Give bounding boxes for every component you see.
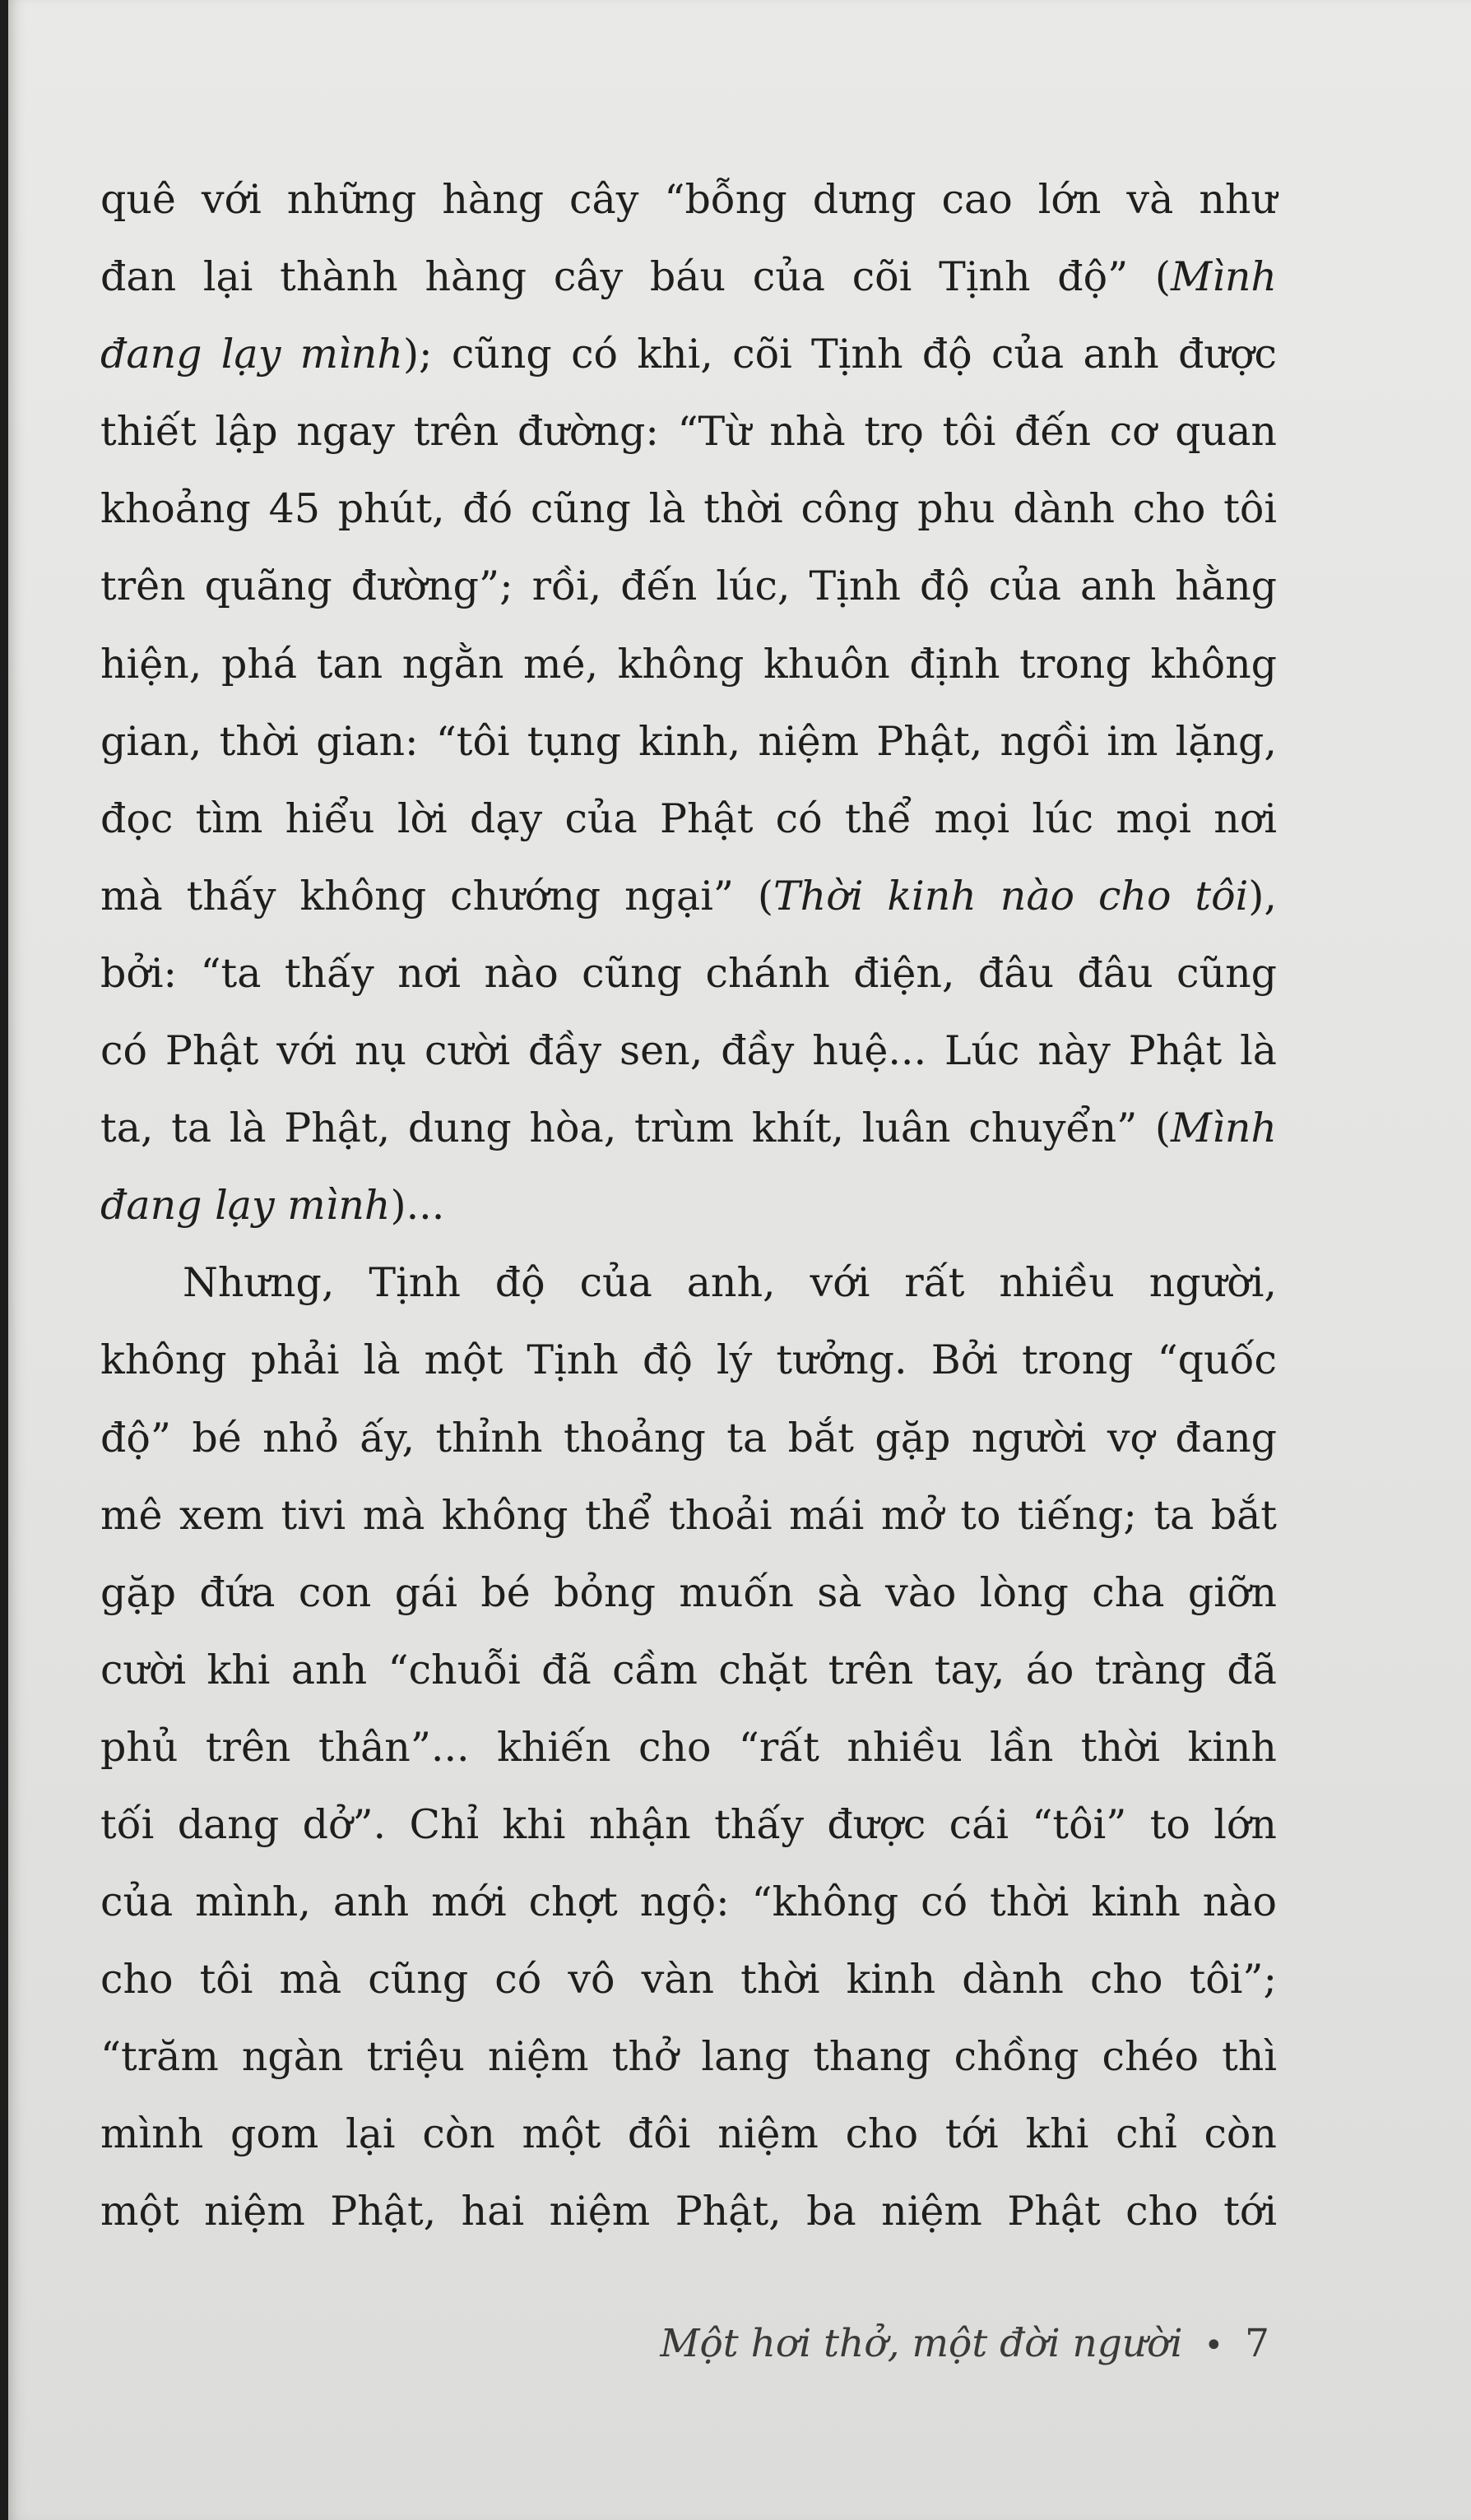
text-segment: “trăm ngàn triệu niệm thở lang thang chồng chéo thì (100, 2033, 1277, 2081)
text-line (100, 858, 1277, 935)
text-line (100, 1400, 1277, 1477)
text-line (100, 470, 1277, 548)
text-segment: ); cũng có khi, cõi Tịnh độ của anh được (402, 331, 1277, 378)
text-line (100, 316, 1277, 393)
text-segment: Nhưng, Tịnh độ của anh, với rất nhiều người, (183, 1259, 1277, 1307)
running-footer (660, 2321, 1269, 2366)
text-line (100, 1012, 1277, 1090)
running-title: Một hơi thở, một đời người (660, 2321, 1183, 2366)
text-line (100, 1786, 1277, 1864)
text-segment: mình gom lại còn một đôi niệm cho tới khi chỉ còn (100, 2110, 1277, 2158)
text-segment: độ” bé nhỏ ấy, thỉnh thoảng ta bắt gặp người vợ đang (100, 1414, 1277, 1462)
text-segment: tối dang dở”. Chỉ khi nhận thấy được cái “tôi” to lớn (100, 1800, 1277, 1848)
text-segment: đan lại thành hàng cây báu của cõi Tịnh độ” ( (100, 253, 1172, 301)
text-segment: có Phật với nụ cười đầy sen, đầy huệ... Lúc này Phật là (100, 1027, 1277, 1075)
text-segment: khoảng 45 phút, đó cũng là thời công phu dành cho tôi (100, 485, 1277, 533)
book-page (8, 0, 1471, 2520)
text-line (100, 935, 1277, 1012)
footer-separator: • (1204, 2327, 1224, 2365)
italic-title-segment: Mình (1171, 1105, 1277, 1152)
text-line (100, 1244, 1277, 1322)
text-segment: phủ trên thân”... khiến cho “rất nhiều lần thời kinh (100, 1723, 1277, 1771)
text-line (100, 2173, 1277, 2250)
text-line (100, 239, 1277, 316)
text-line (100, 1322, 1277, 1399)
italic-title-segment: Thời kinh nào cho tôi (773, 872, 1249, 920)
text-segment: của mình, anh mới chợt ngộ: “không có thời kinh nào (100, 1878, 1277, 1926)
text-line (100, 2018, 1277, 2096)
text-segment: không phải là một Tịnh độ lý tưởng. Bởi trong “quốc (100, 1336, 1277, 1384)
text-segment: ), (1248, 872, 1277, 920)
text-line (100, 2096, 1277, 2173)
text-line (100, 548, 1277, 625)
text-segment: một niệm Phật, hai niệm Phật, ba niệm Phật cho tới (100, 2188, 1277, 2235)
text-line (100, 703, 1277, 781)
body-text (100, 161, 1277, 2251)
italic-title-segment: đang lạy mình (100, 1182, 391, 1230)
text-segment: đọc tìm hiểu lời dạy của Phật có thể mọi lúc mọi nơi (100, 794, 1277, 842)
text-segment: cười khi anh “chuỗi đã cầm chặt trên tay, áo tràng đã (100, 1646, 1277, 1693)
text-line (100, 781, 1277, 858)
text-segment: thiết lập ngay trên đường: “Từ nhà trọ tôi đến cơ quan (100, 408, 1277, 456)
text-segment: gặp đứa con gái bé bỏng muốn sà vào lòng cha giỡn (100, 1568, 1277, 1616)
text-line (100, 1632, 1277, 1709)
text-line (100, 1090, 1277, 1167)
text-segment: ta, ta là Phật, dung hòa, trùm khít, luân chuyển” ( (100, 1105, 1172, 1152)
text-segment: gian, thời gian: “tôi tụng kinh, niệm Phật, ngồi im lặng, (100, 717, 1277, 765)
text-segment: trên quãng đường”; rồi, đến lúc, Tịnh độ của anh hằng (100, 563, 1277, 610)
page-number: 7 (1245, 2321, 1269, 2366)
text-segment: hiện, phá tan ngằn mé, không khuôn định trong không (100, 640, 1277, 688)
text-segment: bởi: “ta thấy nơi nào cũng chánh điện, đâu đâu cũng (100, 949, 1277, 997)
italic-title-segment: Mình (1171, 253, 1277, 301)
text-line (100, 1941, 1277, 2018)
text-line (100, 1709, 1277, 1786)
text-line (100, 1864, 1277, 1941)
text-line (100, 393, 1277, 470)
text-line (100, 1554, 1277, 1632)
text-segment: quê với những hàng cây “bỗng dưng cao lớn và như (100, 176, 1277, 223)
text-segment: cho tôi mà cũng có vô vàn thời kinh dành cho tôi”; (100, 1956, 1277, 2003)
text-segment: mà thấy không chướng ngại” ( (100, 872, 773, 920)
text-line (100, 626, 1277, 703)
text-line (100, 161, 1277, 239)
text-line (100, 1167, 1277, 1244)
text-line (100, 1477, 1277, 1554)
text-segment: mê xem tivi mà không thể thoải mái mở to tiếng; ta bắt (100, 1491, 1277, 1539)
italic-title-segment: đang lạy mình (100, 331, 403, 378)
text-segment: )... (390, 1182, 445, 1230)
